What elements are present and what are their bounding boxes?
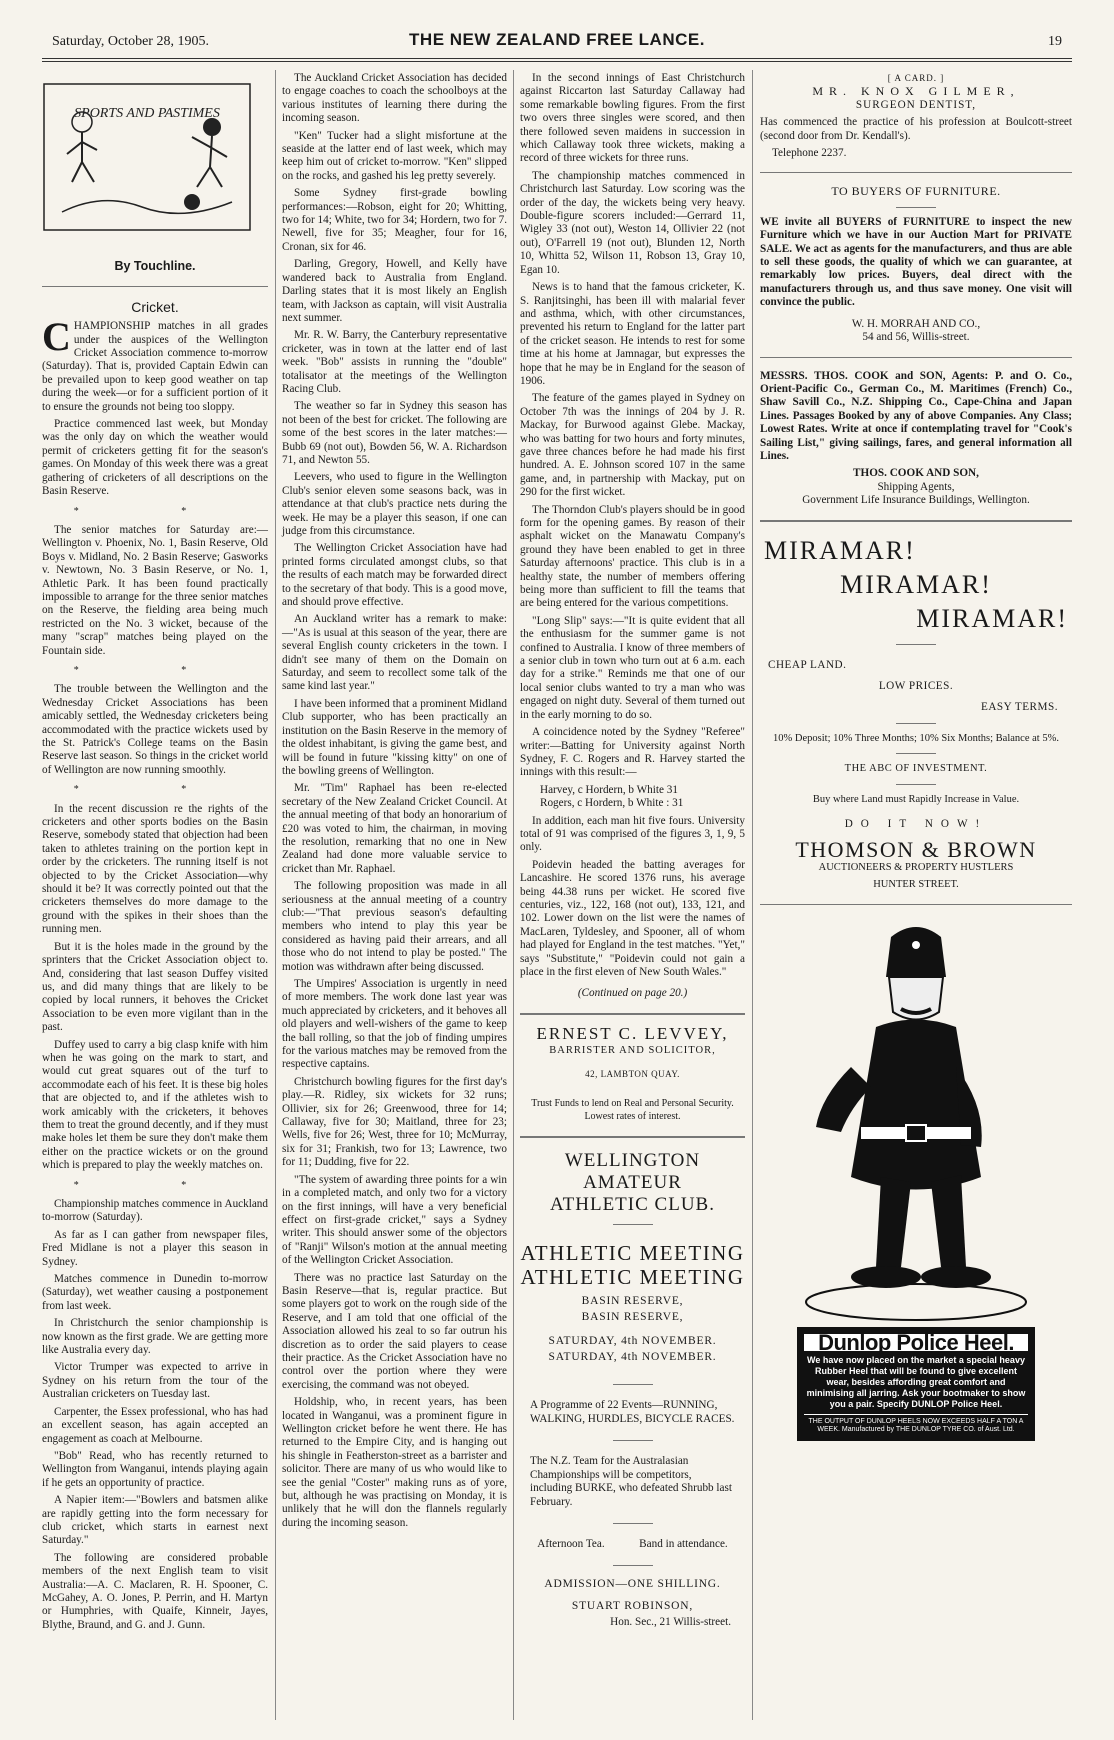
article-paragraph: Some Sydney first-grade bowling performances:—Robson, eight for 20; Whitting, two for 14; White, two for 34; Hordern, two for 7. Newell, five for 35; Meagher, four for 16, Cronan, six for 46. (282, 187, 507, 253)
levvey-title: BARRISTER AND SOLICITOR, (549, 1045, 716, 1057)
levvey-address: 42, LAMBTON QUAY. (585, 1068, 680, 1079)
cook-signature: THOS. COOK AND SON, (853, 467, 979, 480)
article-paragraph: The weather so far in Sydney this season has not been of the best for cricket. The following are some of the best scores in the later matches:—Bubb 69 (not out), Bowden 56, W. A. Richardson 71, and Newton 55. (282, 400, 507, 466)
article-paragraph: In Christchurch the senior championship is now known as the first grade. We are getting more like Australia every day. (42, 1317, 268, 1357)
article-paragraph: The Auckland Cricket Association has decided to engage coaches to coach the schoolboys at the various institutes of learning there during the incoming season. (282, 72, 507, 125)
short-rule (613, 1565, 653, 1566)
meeting-title-2: ATHLETIC MEETING (520, 1264, 745, 1289)
column-1 (42, 72, 268, 1636)
article-paragraph: Mr. R. W. Barry, the Canterbury representative cricketer, was in town at the latter end of last week. "Bob" assists in running the "double" totalisator at the meetings of the Wellington Racing Club. (282, 329, 507, 395)
byline: By Touchline. (114, 259, 196, 274)
secretary-address: Hon. Sec., 21 Willis-street. (610, 1616, 731, 1629)
article-paragraph: Matches commence in Dunedin to-morrow (Saturday), wet weather causing a postponement from last week. (42, 1273, 268, 1312)
article-paragraph: News is to hand that the famous cricketer, K. S. Ranjitsinghi, has been ill with malarial fever and asthma, which, with other circumstances, prevented his return to England for the latter part of the cricket season. He intends to rest for some time at his home at Jamnagar, but expresses the hope that he may be in England for the season of 1906. (520, 281, 745, 387)
article-paragraph: "Bob" Read, who has recently returned to Wellington from Wanganui, intends playing again if he gets an opportunity of practice. (42, 1449, 268, 1489)
article-paragraph: Victor Trumper was expected to arrive in Sydney on his return from the tour of the Australian cricketers on Tuesday last. (42, 1361, 268, 1401)
article-paragraph: As far as I can gather from newspaper files, Fred Midlane is not a player this season in Sydney. (42, 1228, 268, 1268)
column-divider (752, 70, 753, 1720)
score-line: Rogers, c Hordern, b White : 31 (540, 797, 684, 810)
article-paragraph: In the second innings of East Christchurch against Riccarton last Saturday Callaway had some remarkable bowling figures. From the first two overs three singles were scored, and then there followed seven maidens in succession in which Callaway took three wickets, making a record of three wickets for three runs. (520, 72, 745, 165)
divider (760, 172, 1072, 173)
logo-lettering: SPORTS AND PASTIMES (74, 106, 220, 121)
divider (760, 904, 1072, 905)
short-rule (896, 207, 936, 208)
gilmer-text: Has commenced the practice of his profession at Boulcott-street (second door from Dr. Kendall's). (760, 116, 1072, 142)
levvey-trust-funds: Trust Funds to lend on Real and Personal Security. Lowest rates of interest. (531, 1098, 734, 1123)
article-paragraph: There was no practice last Saturday on the Basin Reserve—that is, regular practice. But some players got to work on the rough side of the Reserve, and I am told that one official of the Association allowed his zeal to so far outrun his discretion as to order the said players to cease their practice. As the Cricket Association have no control over the portion where they were exercising, the command was not obeyed. (282, 1271, 507, 1391)
divider (520, 1013, 745, 1015)
drop-cap: C (42, 314, 71, 360)
header-rule-2 (42, 61, 1072, 62)
miramar-heading: MIRAMAR! (764, 535, 916, 565)
column-2 (282, 72, 507, 1534)
score-line: Harvey, c Hordern, b White 31 (540, 783, 678, 796)
levvey-advert (520, 1023, 745, 1124)
venue-2: BASIN RESERVE, (581, 1311, 684, 1324)
morrah-name: W. H. MORRAH AND CO., (851, 317, 981, 330)
article-paragraph: The trouble between the Wellington and the Wednesday Cricket Associations has been amicably settled, the Wednesday cricketers being accommodated with the practice wickets used by the St. Patrick's College teams on the Basin Reserve last season. So things in the cricket world of Wellington are now running smoothly. (42, 683, 268, 776)
thomson-brown: THOMSON & BROWN (795, 837, 1037, 863)
article-paragraph: The following proposition was made in all seriousness at the annual meeting of a country club:—"That previous season's defaulting members who intend to play this year be considered as having paid their arrears, and all those who do not intend to play be posted." The motion was withdrawn after being discussed. (282, 880, 507, 973)
gilmer-role: SURGEON DENTIST, (855, 98, 977, 111)
article-paragraph: The Umpires' Association is urgently in need of more members. The work done last year was much appreciated by cricketers, and it behoves all old players and well-wishers of the game to keep the ball rolling, so that the job of finding umpires for the various matches may be removed from the respective captains. (282, 978, 507, 1071)
furniture-text: WE invite all BUYERS of FURNITURE to inspect the new Furniture which we have in our Auction Mart for PRIVATE SALE. We act as agents for the manufacturers, and thus are able to sell these goods, the quality of which we can guarantee, at remarkably low prices. Buyers, deal direct with the manufacturers through us, and thus save money. One visit will convince the public. (760, 215, 1072, 309)
article-paragraph: Leevers, who used to figure in the Wellington Club's senior eleven some seasons back, was in attendance at that club's practice nets during the week. He may be a player this season, if one can judge from this circumstance. (282, 471, 507, 537)
continued-note: (Continued on page 20.) (577, 987, 688, 1000)
article-paragraph: Darling, Gregory, Howell, and Kelly have wandered back to Australia from England. Darling states that it is most likely an English team, with Jackson as captain, will visit Australia next summer. (282, 258, 507, 324)
tea-band-row (520, 1538, 745, 1551)
meeting-date-2: SATURDAY, 4th NOVEMBER. (548, 1351, 717, 1364)
short-rule (613, 1523, 653, 1524)
article-paragraph: CHAMPIONSHIP matches in all grades under the auspices of the Wellington Cricket Association commence to-morrow (Saturday). That is, provided Captain Edwin can be prevailed upon to keep good weather on tap during the week—or for a sufficient portion of it to ensure the grounds not being too sloppy. (42, 314, 268, 413)
divider (760, 520, 1072, 522)
meeting-title: ATHLETIC MEETING (520, 1240, 745, 1265)
newspaper-title: THE NEW ZEALAND FREE LANCE. (409, 30, 705, 49)
article-paragraph: The senior matches for Saturday are:—Wellington v. Phoenix, No. 1, Basin Reserve, Old Boys v. Midland, No. 2 Basin Reserve; Gasworks v. Newtown, No. 3 Basin Reserve, or No. 1, Athletic Park. It has been found practically impossible to arrange for the three senior matches on the Reserve, the fielding area being much restricted on the No. 3 wicket, because of the many "scrap" matches being played on the Fountain side. (42, 523, 268, 657)
page-number: 19 (1048, 34, 1062, 49)
athletic-club-name: WELLINGTON AMATEUR (564, 1149, 701, 1193)
deposit-terms: 10% Deposit; 10% Three Months; 10% Six Months; Balance at 5%. (773, 732, 1059, 744)
column-3 (520, 72, 745, 1630)
band-note: Band in attendance. (639, 1537, 728, 1550)
article-paragraph: A coincidence noted by the Sydney "Referee" writer:—Batting for University against North Sydney, F. C. Rogers and R. Harvey started the innings with this result:— (520, 726, 745, 779)
sports-pastimes-logo-illustration (42, 82, 252, 232)
cook-address: Government Life Insurance Buildings, Wellington. (802, 494, 1030, 507)
easy-terms: EASY TERMS. (981, 701, 1058, 714)
cheap-land: CHEAP LAND. (768, 658, 847, 671)
article-paragraph: Duffey used to carry a big clasp knife with him when he was going on the mark to start, and would cut great squares out of the turf to accommodate each of his feet. It is these big holes that are objected to, and if the athletes wish to work amicably with the cricketers, it behoves them to treat the ground decently, and if they must make holes let them be sure they don't make them either on the practice wickets or on the ground which is prepared to play the weekly matches on. (42, 1038, 268, 1172)
section-stars: * * (73, 505, 237, 517)
column-divider (275, 70, 276, 1720)
athletic-advert (520, 1150, 745, 1630)
miramar-advert (760, 534, 1072, 892)
gilmer-phone: Telephone 2237. (772, 147, 847, 160)
policeman-illustration (781, 917, 1051, 1327)
article-paragraph: Holdship, who, in recent years, has been located in Wanganui, was a prominent figure in Wellington cricket before he went there. He has returned to the Empire City, and is hanging out his shingle in Featherston-street as a barrister and solicitor. There are many of us who would like to see the genial "Coster" making runs as of yore, but, although he was practising on Monday, it is unlikely that he will don the flannels regularly during the incoming season. (282, 1396, 507, 1529)
article-paragraph: The feature of the games played in Sydney on October 7th was the innings of 204 by J. R. Mackay, for Burwood against Glebe. Mackay, who was batting for two hours and forty minutes, gave three chances before he had made his first hundred. A. E. Johnson scored 107 in the same game, and, in partnership with Mackay, put on 290 for the first wicket. (520, 392, 745, 499)
levvey-name: ERNEST C. LEVVEY, (536, 1023, 729, 1043)
column-4 (760, 72, 1072, 1441)
buy-where: Buy where Land must Rapidly Increase in Value. (812, 793, 1020, 805)
article-paragraph: The championship matches commenced in Christchurch last Saturday. Low scoring was the order of the day, the wickets being very heavy. Double-figure scorers included:—Gerrard 11, Wigley 33 (not out), Weston 14, Ollivier 22 (not out), O'Farrell 19 (not out), Blunden 12, North 10, Whitta 52, Wilson 11, Robson 13, Gray 10, Egan 10. (520, 169, 745, 276)
short-rule (613, 1224, 653, 1225)
article-paragraph: Carpenter, the Essex professional, who has had an excellent season, has again accepted an engagement as coach at Melbourne. (42, 1405, 268, 1445)
article-paragraph: Mr. "Tim" Raphael has been re-elected secretary of the New Zealand Cricket Council. At the annual meeting of that body an honorarium of £20 was voted to him, the chairman, in moving the resolution, remarking that no one in New Zealand had done more valuable service to cricket than Mr. Raphael. (282, 782, 507, 875)
article-paragraph: In the recent discussion re the rights of the cricketers and other sports bodies on the Basin Reserve, somebody stated that objection had been taken to athletes training on the portion kept in order by the cricketers. The running itself is not objected to by the Cricket Association—why should it be? It was correctly pointed out that the cricketers themselves do more damage to the ground with the spikes in their shoes than the running men. (42, 802, 268, 936)
morrah-address: 54 and 56, Willis-street. (862, 331, 970, 344)
divider (42, 286, 268, 287)
article-paragraph: But it is the holes made in the ground by the sprinters that the Cricket Association object to. And, considering that last season Duffey visited us, and did many things that are likely to be copied by local runners, it behoves the Cricket Association to be even more vigilant than in the past. (42, 940, 268, 1034)
secretary-name: STUART ROBINSON, (571, 1599, 694, 1612)
article-paragraph: In addition, each man hit five fours. University total of 91 was comprised of the figures 3, 1, 9, 5 only. (520, 814, 745, 854)
section-stars: * * (73, 1179, 237, 1191)
cook-text: MESSRS. THOS. COOK and SON, Agents: P. and O. Co., Orient-Pacific Co., German Co., M. Maritimes (French) Co., Shaw Savill Co., N.Z. Shipping Co., Cape-China and Japan Lines. Passages Booked by any of above Companies. Any Class; Lowest Rates. Write at once if contemplating travel for "Cook's Sailing List," giving sailings, fares, and general information all Lines. (760, 369, 1072, 462)
nz-team-text: The N.Z. Team for the Australasian Championships will be competitors, including BURKE, who defeated Shrubb last February. (530, 1455, 732, 1508)
article-paragraph: An Auckland writer has a remark to make:—"As is usual at this season of the year, there are several English county cricketers in the town. I didn't see many of them on the Domain on Saturday, and seem to recollect some talk of the same kind last year." (282, 613, 507, 693)
issue-date: Saturday, October 28, 1905. (52, 34, 209, 49)
article-paragraph: The following are considered probable members of the next English team to visit Australia:—A. C. Maclaren, R. H. Spooner, C. McGahey, A. O. Jones, P. Perrin, and H. Martyn or Humphries, with Quaife, Kinneir, Jayes, Blythe, Braund, and G. and J. Gunn. (42, 1551, 268, 1631)
article-paragraph: "The system of awarding three points for a win in a completed match, and only two for a victory on the first innings, will have a very beneficial effect on first-grade cricket," says a Sydney writer. This should answer some of the objectors of "Ranji" Wilson's motion at the annual meeting of the Wellington Cricket Association. (282, 1173, 507, 1267)
article-paragraph: I have been informed that a prominent Midland Club supporter, who has been practically an institution on the Basin Reserve in the memory of the oldest inhabitant, is giving the game best, and will be found in future "kissing kitty" on one of the bowling greens of Wellington. (282, 697, 507, 777)
dunlop-heading: Dunlop Police Heel. (804, 1334, 1028, 1351)
article-paragraph: A Napier item:—"Bowlers and batsmen alike are rapidly getting into the form necessary for club cricket, which starts in earnest next Saturday." (42, 1494, 268, 1547)
page-header (52, 30, 1062, 56)
header-rule (42, 58, 1072, 59)
auctioneers: AUCTIONEERS & PROPERTY HUSTLERS (818, 861, 1014, 873)
do-it-now: DO IT NOW! (844, 818, 988, 830)
article-paragraph: "Long Slip" says:—"It is quite evident that all the enthusiasm for the summer game is not confined to Australia. I know of three members of a senior club in town who turn out at 6 a.m. each day for a strike." Reminds me that one of our local senior clubs wanted to try a man who was engaged on night duty. Several of them turned out in the early morning to do so. (520, 614, 745, 721)
low-prices: LOW PRICES. (878, 679, 954, 692)
short-rule (896, 644, 936, 645)
short-rule (613, 1440, 653, 1441)
divider (760, 357, 1072, 358)
programme-text: A Programme of 22 Events—RUNNING, WALKING, HURDLES, BICYCLE RACES. (530, 1399, 735, 1425)
abc-investment: THE ABC OF INVESTMENT. (844, 763, 988, 775)
section-heading: Cricket. (131, 298, 179, 315)
short-rule (896, 784, 936, 785)
article-paragraph: Practice commenced last week, but Monday was the only day on which the weather would permit of cricketers getting fit for the season's games. On Monday of this week there was a great gathering of cricketers of all descriptions on the Basin Reserve. (42, 418, 268, 498)
article-paragraph: "Ken" Tucker had a slight misfortune at the seaside at the latter end of last week, which may keep him out of cricket to-morrow. "Ken" slipped on the rocks, and gashed his leg pretty severely. (282, 129, 507, 182)
divider (520, 1136, 745, 1138)
meeting-date: SATURDAY, 4th NOVEMBER. (548, 1334, 717, 1347)
dunlop-advert (797, 1327, 1035, 1441)
admission: ADMISSION—ONE SHILLING. (544, 1578, 721, 1591)
miramar-heading-2: MIRAMAR! (840, 569, 992, 599)
short-rule (613, 1384, 653, 1385)
hunter-street: HUNTER STREET. (873, 879, 959, 891)
column-divider (513, 70, 514, 1720)
furniture-heading: TO BUYERS OF FURNITURE. (831, 184, 1001, 199)
short-rule (896, 723, 936, 724)
section-stars: * * (73, 784, 237, 796)
gilmer-name: MR. KNOX GILMER, (812, 84, 1020, 99)
afternoon-tea: Afternoon Tea. (537, 1537, 605, 1550)
miramar-heading-3: MIRAMAR! (916, 603, 1068, 633)
dunlop-footer: THE OUTPUT OF DUNLOP HEELS NOW EXCEEDS HALF A TON A WEEK. Manufactured by THE DUNLOP TYRE CO. of Aust. Ltd. (804, 1414, 1028, 1434)
dunlop-body: We have now placed on the market a special heavy Rubber Heel that will be found to give excellent wear, besides affording great comfort and minimising all jarring. Ask your bootmaker to show you a pair. Specify DUNLOP Police Heel. (806, 1355, 1026, 1410)
article-paragraph: The Thorndon Club's players should be in good form for the opening games. By reason of their asphalt wicket on the Manawatu Company's ground they have been enabled to get in three Saturday afternoons' practice. This club is in a healthy state, the number of members offering being more than sufficient to fill the teams that are being entered for the various competitions. (520, 503, 745, 610)
section-stars: * * (73, 664, 237, 676)
card-tag: [ A CARD. ] (887, 73, 945, 83)
athletic-club-name-2: ATHLETIC CLUB. (550, 1193, 715, 1215)
cook-role: Shipping Agents, (877, 480, 955, 493)
article-paragraph: Christchurch bowling figures for the first day's play.—R. Ridley, six wickets for 32 runs; Ollivier, six for 26; Greenwood, three for 14; Callaway, five for 30; Maitland, three for 23; Wells, five for 26; West, three for 10; McMurray, six for 31; Frankish, two for 13; Lawrence, two for 11; Dudding, five for 22. (282, 1075, 507, 1169)
article-paragraph: Poidevin headed the batting averages for Lancashire. He scored 1376 runs, his average being 44.38 runs per wicket. He scored five centuries, viz., 122, 168 (not out), 133, 121, and 102. Lower down on the list were the names of MacLaren, Tyldesley, and Spooner, all of whom had played for England in the test matches. "Yet," says "Substitute," "Poidevin could not gain a place in the first eleven of New South Wales." (520, 858, 745, 978)
short-rule (896, 753, 936, 754)
venue: BASIN RESERVE, (581, 1294, 684, 1307)
article-paragraph: Championship matches commence in Auckland to-morrow (Saturday). (42, 1198, 268, 1224)
article-paragraph: The Wellington Cricket Association have had printed forms circulated amongst clubs, so that the results of each match may be forwarded direct to the secretary of that body. This is a good move, and should prove effective. (282, 542, 507, 609)
